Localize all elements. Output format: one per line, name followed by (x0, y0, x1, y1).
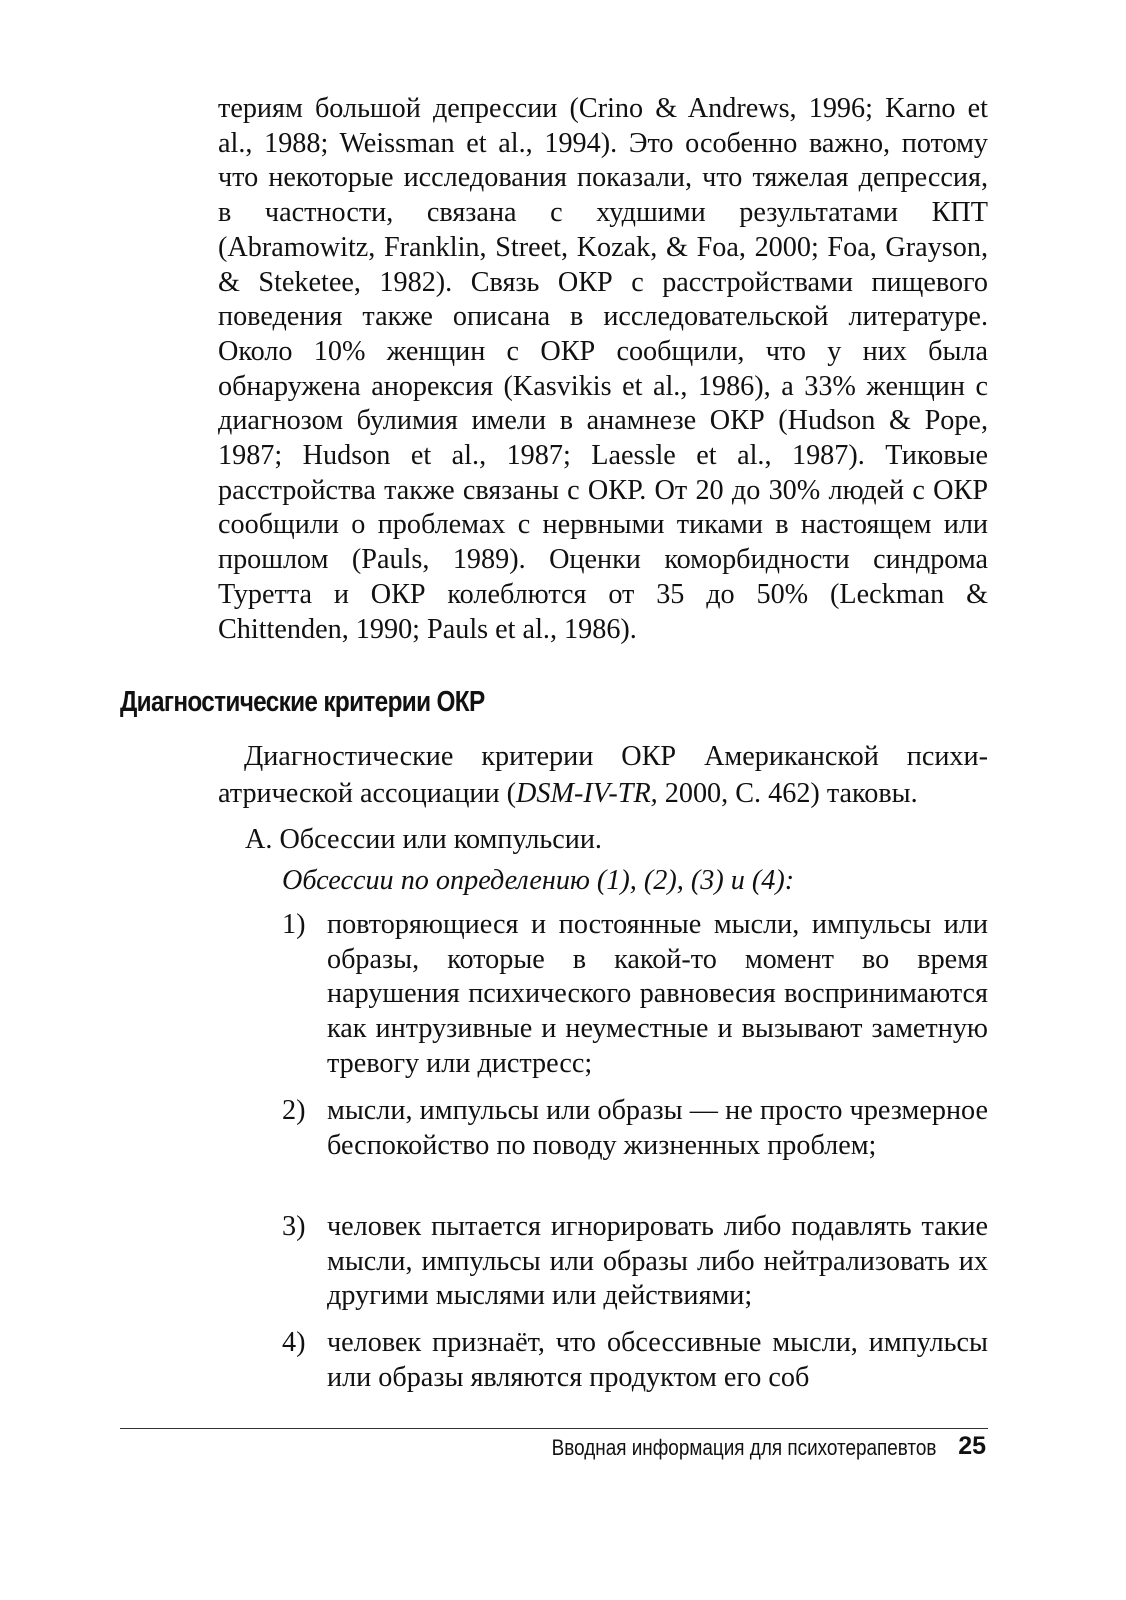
section-heading: Диагностические критерии ОКР (120, 686, 485, 718)
criteria-intro-text: Диагностические критерии ОКР Американской психиатрической ассоциации ( (218, 741, 988, 809)
intro-paragraph: териям большой депрессии (Crino & Andrews, 1996; Karno et al., 1988; Weissman et al., 1994). Это особенно важно, потому что некоторые исследования показали, что тяжелая депрессия, в частности, связана с худшими результатами КПТ (Abramowitz, Franklin, Street, Kozak, & Foa, 2000; Foa, Grayson, & Steketee, 1982). Связь ОКР с расстройствами пищевого поведения также описана в исследовательской литературе. Около 10% женщин с ОКР сообщили, что у них была обнаружена анорексия (Kasvikis et al., 1986), а 33% женщин с диагнозом булимия имели в анамнезе ОКР (Hudson & Pope, 1987; Hudson et al., 1987; Laessle et al., 1987). Тиковые расстройства также связаны с ОКР. От 20 до 30% людей с ОКР сообщили о проблемах с нервными тиками в настоящем или прошлом (Pauls, 1989). Оценки коморбидности синдрома Туретта и ОКР колеблются от 35 до 50% (Leckman & Chittenden, 1990; Pauls et al., 1986). (218, 93, 988, 645)
obsessions-definition-subheading: Обсессии по определению (1), (2), (3) и (4): (282, 865, 795, 896)
criteria-intro-citation-tail: 2000, С. 462) таковы. (657, 778, 918, 809)
criterion-text: повторяющиеся и постоянные мысли, импульсы или образы, которые в какой-то момент во время нарушения психического равновесия воспринимаются как интрузивные и неуместные и вызывают заметную тревогу или дистресс; (327, 909, 988, 1079)
criterion-number: 3) (282, 1211, 306, 1242)
running-head: Вводная информация для психотерапевтов (551, 1435, 936, 1460)
criteria-intro-paragraph (218, 738, 988, 812)
dsm-source-citation: DSM-IV-TR, (516, 778, 658, 809)
criterion-number: 2) (282, 1095, 306, 1126)
criterion-number: 4) (282, 1327, 306, 1358)
page-number: 25 (958, 1432, 986, 1460)
criterion-number: 1) (282, 909, 306, 940)
criterion-text: человек пытается игнорировать либо подавлять такие мысли, импульсы или образы либо нейтрализовать их другими мыслями или действиями; (327, 1211, 988, 1312)
footer-divider (120, 1428, 988, 1429)
criterion-text: человек признаёт, что обсессивные мысли, импульсы или образы являются продуктом его соб (327, 1327, 988, 1393)
criterion-text: мысли, импульсы или образы — не просто чрезмерное беспокойство по поводу жизненных проблем; (327, 1095, 988, 1161)
criterion-a-label: А. Обсессии или компульсии. (245, 824, 602, 855)
